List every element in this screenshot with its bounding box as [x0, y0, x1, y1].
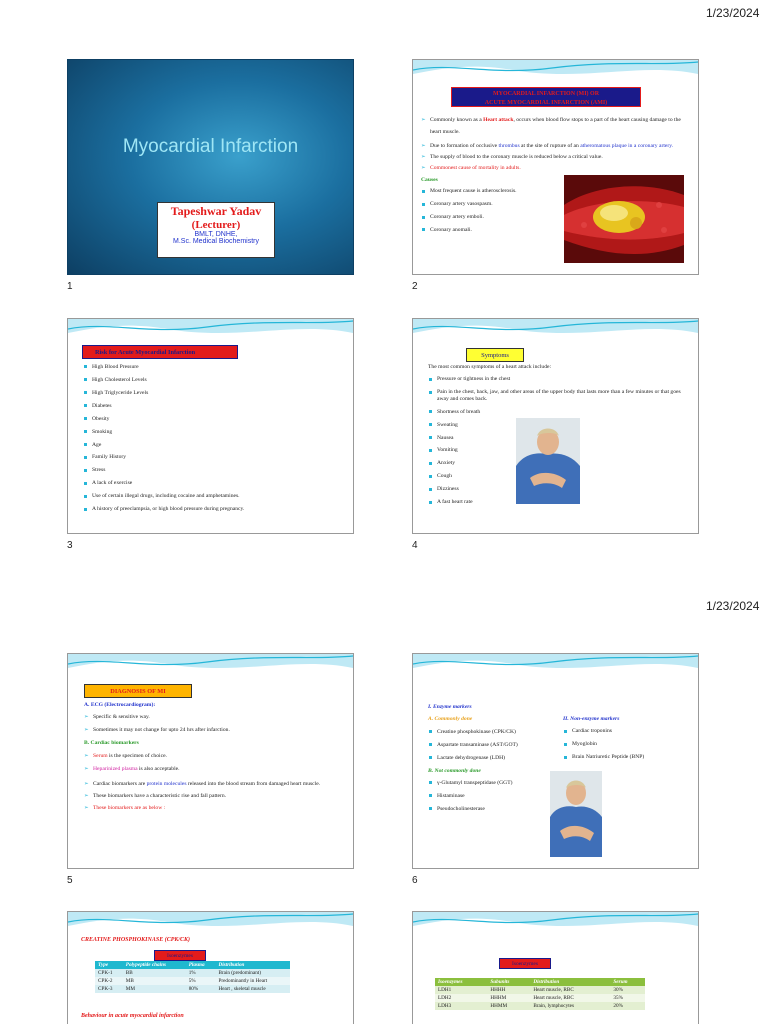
author-degree-2: M.Sc. Medical Biochemistry — [173, 238, 259, 245]
table-header: Isoenzymes — [438, 979, 463, 985]
causes-heading: Causes — [421, 176, 438, 183]
list-item: A lack of exercise — [83, 480, 348, 486]
author-name: Tapeshwar Yadav — [170, 204, 262, 218]
table-cell: LDH3 — [438, 1003, 452, 1009]
behaviour-heading: Behaviour in acute myocardial infarction — [81, 1013, 184, 1019]
list-item: Dizziness — [428, 486, 693, 492]
slide-markers — [412, 653, 699, 869]
slide-number: 1 — [67, 281, 73, 292]
table-cell: 35% — [613, 995, 623, 1001]
ldh-isoenzyme-table — [435, 978, 645, 1010]
bullet: ➢ Serum is the specimen of choice. — [84, 753, 346, 759]
slide-wave-decoration — [68, 654, 353, 684]
isoenzymes-badge: Isoenzymes — [154, 950, 206, 961]
slide-heading-box: Risk for Acute Myocardial Infarction — [82, 345, 238, 359]
list-item: Sweating — [428, 422, 693, 428]
list-item: Myoglobin — [563, 741, 693, 747]
list-item: Shortness of breath — [428, 409, 693, 415]
list-item: A fast heart rate — [428, 499, 693, 505]
not-common-heading: B. Not commonly done — [428, 767, 481, 774]
table-cell: MM — [125, 986, 136, 992]
patient-chest-pain-image — [550, 771, 602, 857]
list-item: Pressure or tightness in the chest — [428, 376, 693, 382]
non-enzyme-column — [563, 716, 693, 767]
table-row — [95, 985, 290, 993]
bullet: ➢ Commonly known as a Heart attack, occurs when blood flow stops to a part of the heart causing damage to the heart muscle. — [421, 114, 691, 138]
list-item: Diabetes — [83, 403, 348, 409]
table-cell: HHHH — [490, 987, 506, 993]
author-box — [157, 202, 275, 258]
risk-list — [83, 364, 348, 513]
list-item: Family History — [83, 454, 348, 460]
commonly-done-heading: A. Commonly done — [428, 716, 473, 723]
table-row — [435, 994, 645, 1002]
slide-wave-decoration — [413, 319, 698, 349]
page-date: 1/23/2024 — [706, 599, 760, 613]
list-item: Cardiac troponins — [563, 728, 693, 734]
artery-plaque-image — [564, 175, 684, 263]
bullet: ➢ Due to formation of occlusive thrombus at the site of rupture of an atheromatous plaque in a coronary artery. — [421, 140, 691, 152]
cpk-heading: CREATINE PHOSPHOKINASE (CPK/CK) — [81, 937, 191, 943]
list-item: Vomiting — [428, 447, 693, 453]
slide-ldh — [412, 911, 699, 1024]
slide-wave-decoration — [413, 654, 698, 684]
table-cell: 5% — [188, 978, 196, 984]
table-cell: 30% — [613, 987, 623, 993]
table-header: Plasma — [188, 962, 205, 968]
slide-heading-box: DIAGNOSIS OF MI — [84, 684, 192, 698]
list-item: High Blood Pressure — [83, 364, 348, 370]
slide-heading-box: Symptoms — [466, 348, 524, 362]
cause-item: Coronary artery emboli. — [421, 214, 546, 220]
cpk-isoenzyme-table — [95, 961, 290, 993]
slide-mi-definition — [412, 59, 699, 275]
author-degree-1: BMLT, DNHE, — [194, 231, 238, 238]
slide-body — [83, 364, 348, 519]
enzyme-markers-heading: I. Enzyme markers — [428, 704, 472, 710]
table-cell: Brain (predominant) — [218, 970, 261, 976]
slide-number: 6 — [412, 875, 418, 886]
table-cell: LDH2 — [438, 995, 452, 1001]
non-enzyme-list — [563, 728, 693, 760]
author-role: (Lecturer) — [191, 219, 241, 231]
table-header: Distribution — [533, 979, 560, 985]
list-item: Aspartate transaminase (AST/GOT) — [428, 742, 568, 748]
table-cell: 20% — [613, 1003, 623, 1009]
bullet: ➢ Sometimes it may not change for upto 24 hrs after infarction. — [84, 727, 346, 733]
list-item: A history of preeclampsia, or high blood pressure during pregnancy. — [83, 506, 348, 512]
slide-number: 2 — [412, 281, 418, 292]
slide-title-text: Myocardial Infarction — [122, 136, 299, 157]
slide-title — [67, 59, 354, 275]
isoenzymes-badge: Isoenzymes — [499, 958, 551, 969]
ecg-heading: A. ECG (Electrocardiogram): — [84, 702, 156, 708]
table-cell: CPK-2 — [98, 978, 113, 984]
list-item: Use of certain illegal drugs, including cocaine and amphetamines. — [83, 493, 348, 499]
list-item: High Cholesterol Levels — [83, 377, 348, 383]
list-item: Anxiety — [428, 460, 693, 466]
table-header: Polypeptide chains — [125, 962, 166, 968]
bullet: ➢ Commonest cause of mortality in adults. — [421, 165, 555, 171]
table-header: Subunits — [490, 979, 510, 985]
table-cell: CPK-1 — [98, 970, 113, 976]
table-row — [95, 977, 290, 985]
cause-item: Coronary artery vasospasm. — [421, 201, 546, 207]
bullet: ➢ Cardiac biomarkers are protein molecules released into the blood stream from damaged heart muscle. — [84, 779, 346, 790]
non-enzyme-heading: II. Non-enzyme markers — [563, 716, 620, 722]
table-cell: Brain, lymphocytes — [533, 1003, 574, 1009]
heading-line-2: ACUTE MYOCARDIAL INFARCTION (AMI) — [484, 99, 608, 106]
list-item: High Triglyceride Levels — [83, 390, 348, 396]
bullet: ➢ Specific & sensitive way. — [84, 714, 346, 720]
slide-diagnosis — [67, 653, 354, 869]
list-item: Creatine phosphokinase (CPK/CK) — [428, 729, 568, 735]
list-item: Stress — [83, 467, 348, 473]
list-item: Cough — [428, 473, 693, 479]
slide-wave-decoration — [413, 912, 698, 942]
list-item: Age — [83, 442, 348, 448]
slide-heading-box — [451, 87, 641, 107]
table-row — [95, 969, 290, 977]
list-item: Pseudocholinesterase — [428, 806, 568, 812]
biomarkers-heading: B. Cardiac biomarkers — [84, 740, 139, 747]
symptoms-intro: The most common symptoms of a heart attack include: — [428, 364, 552, 370]
cause-item: Coronary anomali. — [421, 227, 546, 233]
bullet: ➢ These biomarkers are as below : — [84, 805, 346, 811]
table-cell: HHMM — [490, 1003, 508, 1009]
bullet: ➢ The supply of blood to the coronary muscle is reduced below a critical value. — [421, 154, 691, 160]
slide-cpk — [67, 911, 354, 1024]
patient-chest-pain-image — [516, 418, 580, 504]
table-cell: BB — [125, 970, 133, 976]
slide-body — [84, 702, 346, 818]
list-item: γ-Glutamyl transpeptidase (GGT) — [428, 780, 568, 786]
list-item: Histaminase — [428, 793, 568, 799]
table-cell: MB — [125, 978, 134, 984]
bullet: ➢ Heparinized plasma is also acceptable. — [84, 766, 346, 772]
bullet: ➢ These biomarkers have a characteristic rise and fall pattern. — [84, 793, 346, 799]
table-header: Serum — [613, 979, 628, 985]
list-item: Brain Natriuretic Peptide (BNP) — [563, 754, 693, 760]
list-item: Pain in the chest, back, jaw, and other areas of the upper body that lasts more than a few minutes or that goes away and comes back. — [428, 389, 693, 402]
table-cell: HHHM — [490, 995, 507, 1001]
cause-item: Most frequent cause is atherosclerosis. — [421, 188, 546, 194]
slide-number: 3 — [67, 540, 73, 551]
slide-number: 4 — [412, 540, 418, 551]
table-header: Distribution — [218, 962, 245, 968]
table-header: Type — [98, 962, 109, 968]
list-item: Obesity — [83, 416, 348, 422]
common-enzyme-list — [428, 729, 568, 761]
list-item: Lactate dehydrogenase (LDH) — [428, 755, 568, 761]
slide-symptoms — [412, 318, 699, 534]
table-cell: LDH1 — [438, 987, 452, 993]
table-cell: 1% — [188, 970, 196, 976]
list-item: Nausea — [428, 435, 693, 441]
table-cell: Predominantly in Heart — [218, 978, 268, 984]
slide-number: 5 — [67, 875, 73, 886]
uncommon-enzyme-list — [428, 780, 568, 812]
enzyme-markers-column — [428, 704, 568, 819]
slide-wave-decoration — [413, 60, 698, 90]
heading-line-1: MYOCARDIAL INFARCTION (MI) OR — [492, 91, 600, 97]
page-date: 1/23/2024 — [706, 6, 760, 20]
table-cell: Heart muscle, RBC — [533, 987, 574, 993]
table-cell: Heart muscle, RBC — [533, 995, 574, 1001]
table-cell: CPK-3 — [98, 986, 113, 992]
table-cell: Heart , skeletal muscle — [218, 986, 266, 992]
table-row — [435, 986, 645, 994]
table-cell: 80% — [188, 986, 199, 992]
slide-risk-factors — [67, 318, 354, 534]
list-item: Smoking — [83, 429, 348, 435]
table-row — [435, 1002, 645, 1010]
